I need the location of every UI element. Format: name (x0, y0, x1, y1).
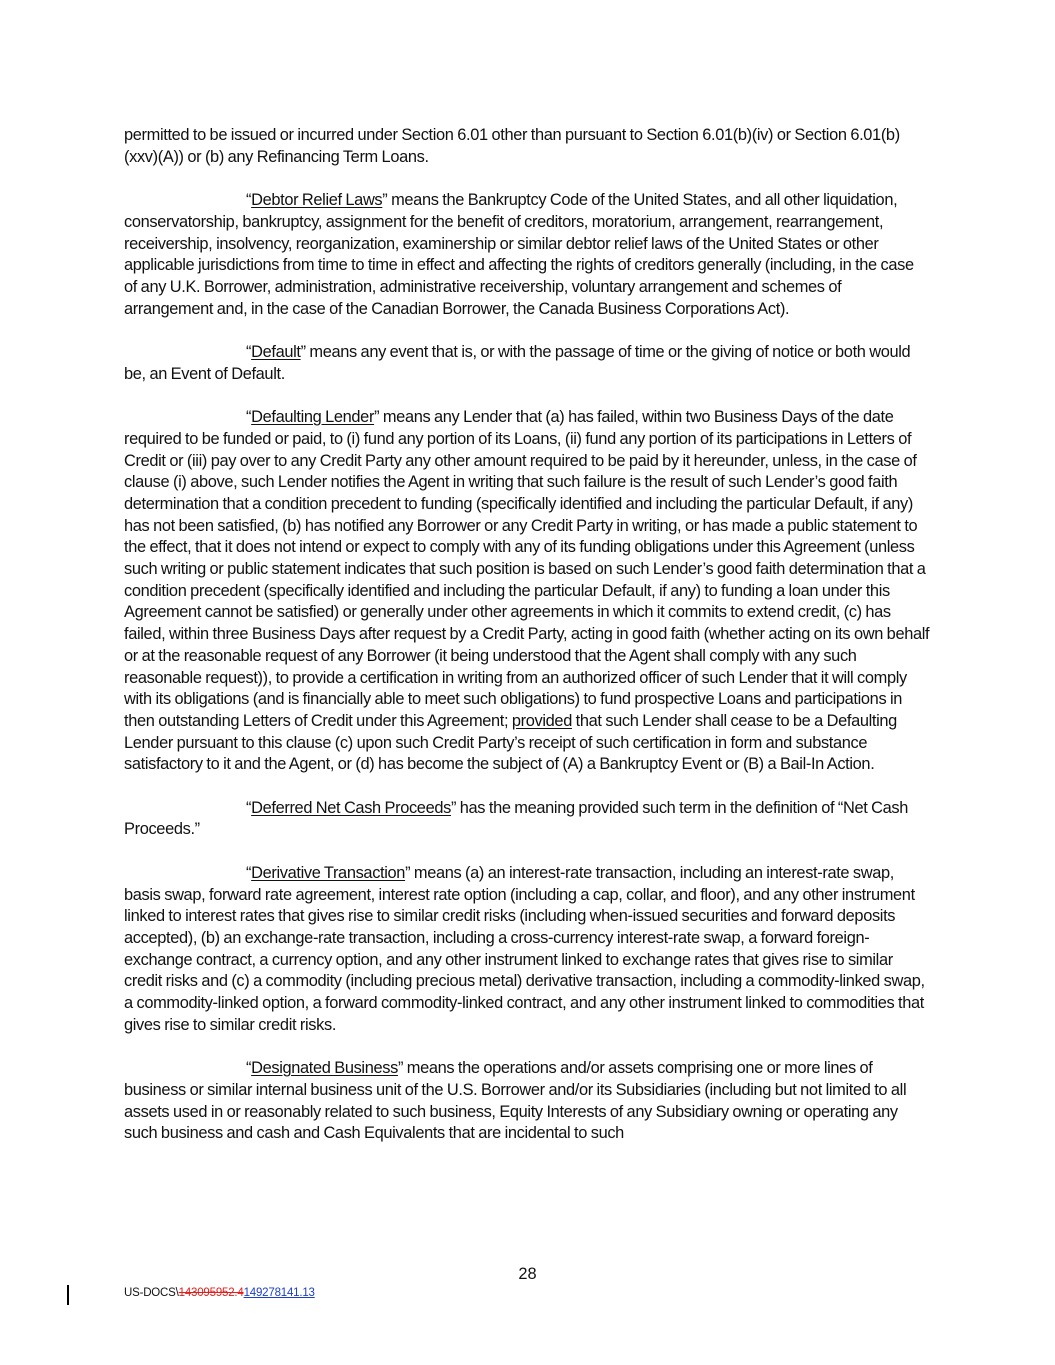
definition-defaulting-lender (124, 407, 930, 776)
change-bar (67, 1285, 69, 1305)
doc-id-deleted: 143095952.4 (178, 1287, 244, 1299)
page-number: 28 (518, 1265, 537, 1283)
doc-id-inserted: 149278141.13 (243, 1287, 315, 1299)
open-quote: “ (246, 1059, 252, 1078)
open-quote: “ (246, 343, 252, 361)
open-quote: “ (246, 863, 252, 882)
definition-text: ” means any event that is, or with the passage of time or the giving of notice or both would be, an Event of Default. (124, 343, 911, 383)
definition-deferred-net-cash-proceeds (124, 798, 930, 841)
definition-debtor-relief-laws (124, 190, 930, 320)
proviso-term: provided (511, 711, 572, 730)
defined-term: Debtor Relief Laws (251, 191, 383, 210)
definition-derivative-transaction (124, 863, 930, 1037)
defined-term: Defaulting Lender (251, 408, 375, 427)
document-id-footer (124, 1287, 315, 1299)
continuation-paragraph: permitted to be issued or incurred under Section 6.01 other than pursuant to Section 6.01(b)(iv) or Section 6.01(b)(xxv)(A)) or (b) any Refinancing Term Loans. (124, 126, 900, 166)
definition-text: ” has the meaning provided such term in the definition of “Net Cash Proceeds.” (124, 798, 909, 839)
defined-term: Derivative Transaction (251, 863, 406, 882)
definition-default (124, 342, 930, 385)
definition-text: ” means (a) an interest-rate transaction, including an interest-rate swap, basis swap, forward rate agreement, interest rate option (including a cap, collar, and floor), and any other instrument linked to interest rates that gives rise to similar credit risks (including when-issued securities and forward deposits accepted), (b) an exchange-rate transaction, including a cross-currency interest-rate swap, a forward foreign-exchange contract, a currency option, and any other instrument linked to exchange rates that gives rise to similar credit risks and (c) a commodity (including precious metal) derivative transaction, including a commodity-linked swap, a commodity-linked option, a forward commodity-linked contract, and any other instrument linked to commodities that gives rise to similar credit risks. (124, 863, 925, 1034)
defined-term: Designated Business (251, 1059, 398, 1078)
doc-id-prefix: US-DOCS\ (124, 1287, 179, 1299)
definition-text: ” means any Lender that (a) has failed, within two Business Days of the date required to be funded or paid, to (i) fund any portion of its Loans, (ii) fund any portion of its participations in Letters of Credit or (iii) pay over to any Credit Party any other amount required to be paid by it hereunder, unless, in the case of clause (i) above, such Lender notifies the Agent in writing that such failure is the result of such Lender’s good faith determination that a condition precedent to funding (specifically identified and including the particular Default, if any) has not been satisfied, (b) has notified any Borrower or any Credit Party in writing, or has made a public statement to the effect, that it does not intend or expect to comply with any of its funding obligations under this Agreement (unless such writing or public statement indicates that such position is based on such Lender’s good faith determination that a condition precedent (specifically identified and including the particular Default, if any) to funding a loan under this Agreement cannot be satisfied) or generally under other agreements in which it commits to extend credit, (c) has failed, within three Business Days after request by a Credit Party, acting in good faith (whether acting on its own behalf or at the reasonable request of any Borrower (it being understood that the Agent shall comply with any such reasonable request)), to provide a certification in writing from an authorized officer of such Lender that it will comply with its obligations (and is financially able to meet such obligations) to fund prospective Loans and participations in then outstanding Letters of Credit under this Agreement; (124, 408, 930, 730)
open-quote: “ (246, 798, 252, 817)
definition-text: ” means the operations and/or assets comprising one or more lines of business or similar internal business unit of the U.S. Borrower and/or its Subsidiaries (including but not limited to all assets used in or reasonably related to such business, Equity Interests of any Subsidiary owning or operating any such business and cash and Cash Equivalents that are incidental to such (124, 1059, 907, 1143)
definition-text: ” means the Bankruptcy Code of the United States, and all other liquidation, conservatorship, bankruptcy, assignment for the benefit of creditors, moratorium, arrangement, rearrangement, receivership, insolvency, reorganization, examinership or similar debtor relief laws of the United States or other applicable jurisdictions from time to time in effect and affecting the rights of creditors generally (including, in the case of any U.K. Borrower, administration, administrative receivership, voluntary arrangement and schemes of arrangement and, in the case of the Canadian Borrower, the Canada Business Corporations Act). (124, 191, 914, 318)
definition-designated-business (124, 1058, 930, 1145)
open-quote: “ (246, 191, 252, 210)
defined-term: Deferred Net Cash Proceeds (251, 798, 451, 817)
document-body (124, 125, 930, 1167)
definition-text-after: that such Lender shall cease to be a Defaulting Lender pursuant to this clause (c) upon such Credit Party’s receipt of such certification in form and substance satisfactory to it and the Agent, or (d) has become the subject of (A) a Bankruptcy Event or (B) a Bail-In Action. (124, 711, 897, 774)
open-quote: “ (246, 408, 252, 427)
defined-term: Default (251, 343, 301, 361)
